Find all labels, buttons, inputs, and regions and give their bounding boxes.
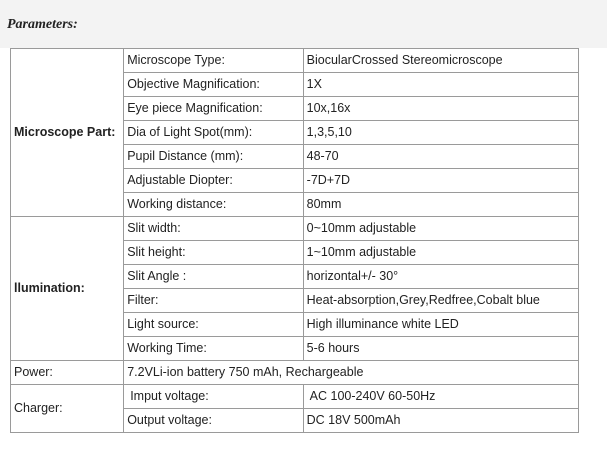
param-name: Slit height: xyxy=(124,241,303,265)
param-name: Dia of Light Spot(mm): xyxy=(124,121,303,145)
table-row xyxy=(11,49,579,73)
param-name: Slit width: xyxy=(124,217,303,241)
section-label-microscope-part: Microscope Part: xyxy=(11,49,124,217)
power-value: 7.2VLi-ion battery 750 mAh, Rechargeable xyxy=(124,361,579,385)
section-label-power: Power: xyxy=(11,361,124,385)
parameters-table xyxy=(10,48,579,433)
param-value: 1~10mm adjustable xyxy=(303,241,578,265)
param-value: -7D+7D xyxy=(303,169,578,193)
param-name: Output voltage: xyxy=(124,409,303,433)
param-value: 48-70 xyxy=(303,145,578,169)
param-name: Microscope Type: xyxy=(124,49,303,73)
param-value: Heat-absorption,Grey,Redfree,Cobalt blue xyxy=(303,289,578,313)
param-name: Objective Magnification: xyxy=(124,73,303,97)
param-name: Light source: xyxy=(124,313,303,337)
param-name: Pupil Distance (mm): xyxy=(124,145,303,169)
param-name: Slit Angle : xyxy=(124,265,303,289)
param-name: Imput voltage: xyxy=(124,385,303,409)
param-value: 1,3,5,10 xyxy=(303,121,578,145)
table-row xyxy=(11,385,579,409)
table-row xyxy=(11,217,579,241)
param-value: AC 100-240V 60-50Hz xyxy=(303,385,578,409)
param-name: Working Time: xyxy=(124,337,303,361)
param-name: Eye piece Magnification: xyxy=(124,97,303,121)
param-value: horizontal+/- 30° xyxy=(303,265,578,289)
param-value: 10x,16x xyxy=(303,97,578,121)
heading-bar xyxy=(0,0,607,48)
param-value: 1X xyxy=(303,73,578,97)
param-value: 80mm xyxy=(303,193,578,217)
section-label-illumination: llumination: xyxy=(11,217,124,361)
page-title: Parameters: xyxy=(7,17,78,32)
table-row xyxy=(11,361,579,385)
param-name: Working distance: xyxy=(124,193,303,217)
param-value: 5-6 hours xyxy=(303,337,578,361)
param-value: 0~10mm adjustable xyxy=(303,217,578,241)
param-name: Adjustable Diopter: xyxy=(124,169,303,193)
parameters-table-body xyxy=(11,49,579,433)
param-value: DC 18V 500mAh xyxy=(303,409,578,433)
section-label-charger: Charger: xyxy=(11,385,124,433)
param-value: High illuminance white LED xyxy=(303,313,578,337)
param-value: BiocularCrossed Stereomicroscope xyxy=(303,49,578,73)
param-name: Filter: xyxy=(124,289,303,313)
